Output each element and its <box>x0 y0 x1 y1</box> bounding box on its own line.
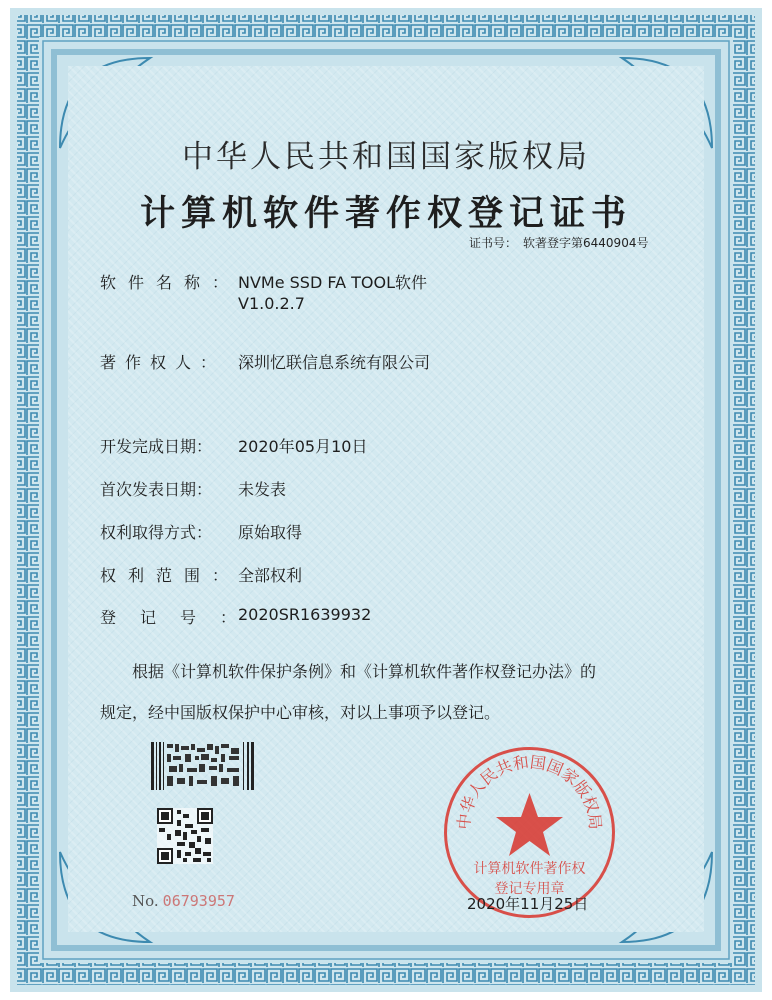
seal-text-line1: 计算机软件著作权 <box>473 861 586 877</box>
first-publication-label: 首次发表日期： <box>100 480 213 499</box>
rights-scope-value: 全部权利 <box>238 566 303 585</box>
qr-code <box>157 808 213 864</box>
serial-number-prefix: No. <box>132 892 159 910</box>
seal-text-line2: 登记专用章 <box>494 881 565 897</box>
acquisition-method-label: 权利取得方式： <box>100 523 213 542</box>
rights-scope-label: 权利范围： <box>100 566 241 585</box>
barcode <box>151 742 255 790</box>
completion-date-value: 2020年05月10日 <box>238 437 368 456</box>
serial-number-value: 06793957 <box>162 892 235 910</box>
seal-star-icon <box>496 793 563 856</box>
registration-number-value: 2020SR1639932 <box>238 605 372 624</box>
statement-line-1: 根据《计算机软件保护条例》和《计算机软件著作权登记办法》的 <box>132 662 597 681</box>
statement-line-2: 规定，经中国版权保护中心审核，对以上事项予以登记。 <box>100 703 501 722</box>
issuing-authority-title: 中华人民共和国国家版权局 <box>182 139 590 175</box>
certificate-sheet <box>10 8 762 992</box>
seal-authority-text: 中华人民共和国国家版权局 <box>454 752 605 831</box>
copyright-owner-value: 深圳忆联信息系统有限公司 <box>238 353 431 372</box>
first-publication-value: 未发表 <box>238 480 287 499</box>
acquisition-method-value: 原始取得 <box>238 523 303 542</box>
serial-number <box>132 892 235 910</box>
registration-number-label: 登记号： <box>100 608 261 627</box>
certificate-number <box>469 234 648 251</box>
software-version-value: V1.0.2.7 <box>238 294 305 313</box>
software-name-label: 软件名称： <box>100 273 241 292</box>
certificate-number-label: 证书号： <box>469 236 518 250</box>
completion-date-label: 开发完成日期： <box>100 437 213 456</box>
certificate-title: 计算机软件著作权登记证书 <box>139 193 632 234</box>
software-name-value: NVMe SSD FA TOOL软件 <box>238 273 428 292</box>
copyright-owner-label: 著作权人： <box>100 353 226 372</box>
certificate-number-value: 软著登字第6440904号 <box>523 236 649 250</box>
issue-date: 2020年11月25日 <box>467 895 589 913</box>
